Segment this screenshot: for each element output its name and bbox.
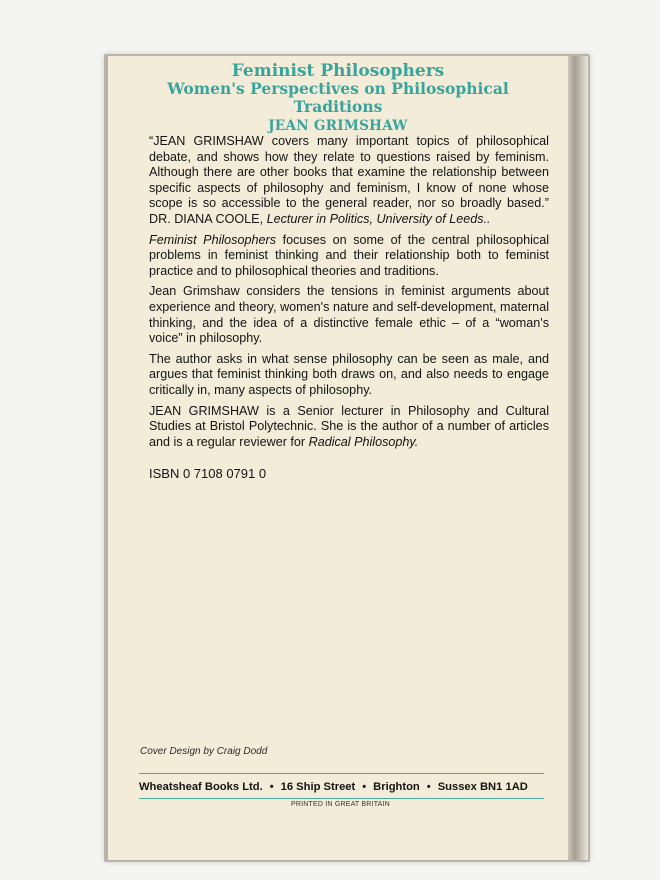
page-edges xyxy=(566,56,588,860)
bio-journal: Radical Philosophy. xyxy=(308,434,419,449)
summary-book-title: Feminist Philosophers xyxy=(149,232,276,247)
publisher-name: Wheatsheaf Books Ltd. xyxy=(139,781,263,793)
quote-text: “JEAN GRIMSHAW covers many important topics of philosophical debate, and shows how they relate to questions raised by feminism. Although there are other books that examine the relationship between specific aspects of philosophy and feminism, I know of none whose scope is so accessible to the general reader, nor so broadly based.” DR. DIANA COOLE, xyxy=(149,134,549,226)
bullet-separator: • xyxy=(426,781,431,793)
publisher-line xyxy=(139,781,559,793)
blurb xyxy=(149,134,549,487)
book-author: JEAN GRIMSHAW xyxy=(268,118,408,134)
bullet-separator: • xyxy=(269,781,274,793)
summary-text: focuses on some of the central philosophical problems in feminist thinking and their relationship both to feminist practice and to philosophical theories and traditions. xyxy=(149,232,550,278)
summary-paragraph xyxy=(149,233,549,280)
printed-in: PRINTED IN GREAT BRITAIN xyxy=(291,801,390,808)
bullet-separator: • xyxy=(362,781,367,793)
publisher-city: Brighton xyxy=(373,781,420,793)
book-subtitle-line2: Traditions xyxy=(293,97,383,116)
isbn: ISBN 0 7108 0791 0 xyxy=(149,466,267,482)
book-subtitle-line1: Women's Perspectives on Philosophical xyxy=(167,79,509,98)
title-block xyxy=(108,62,568,136)
review-quote xyxy=(149,134,549,228)
cover-design-credit: Cover Design by Craig Dodd xyxy=(140,746,268,757)
author-asks-paragraph: The author asks in what sense philosophy can be seen as male, and argues that feminist thinking both draws on, and also needs to engage critically in, many aspects of philosophy. xyxy=(149,351,549,397)
tensions-paragraph: Jean Grimshaw considers the tensions in feminist arguments about experience and theory, women's nature and self-development, maternal thinking, and the idea of a distinctive female ethic – of a “woman's voice” in philosophy. xyxy=(149,284,549,346)
book-title: Feminist Philosophers xyxy=(231,61,445,81)
divider-top xyxy=(139,773,544,774)
author-bio xyxy=(149,404,549,451)
bio-text: JEAN GRIMSHAW is a Senior lecturer in Philosophy and Cultural Studies at Bristol Polytechnic. She is the author of a number of articles and is a regular reviewer for xyxy=(149,403,549,449)
publisher-street: 16 Ship Street xyxy=(280,781,356,793)
divider-bottom xyxy=(139,798,544,799)
quote-attribution: Lecturer in Politics, University of Leeds.. xyxy=(266,211,491,226)
publisher-postcode: Sussex BN1 1AD xyxy=(437,781,528,793)
